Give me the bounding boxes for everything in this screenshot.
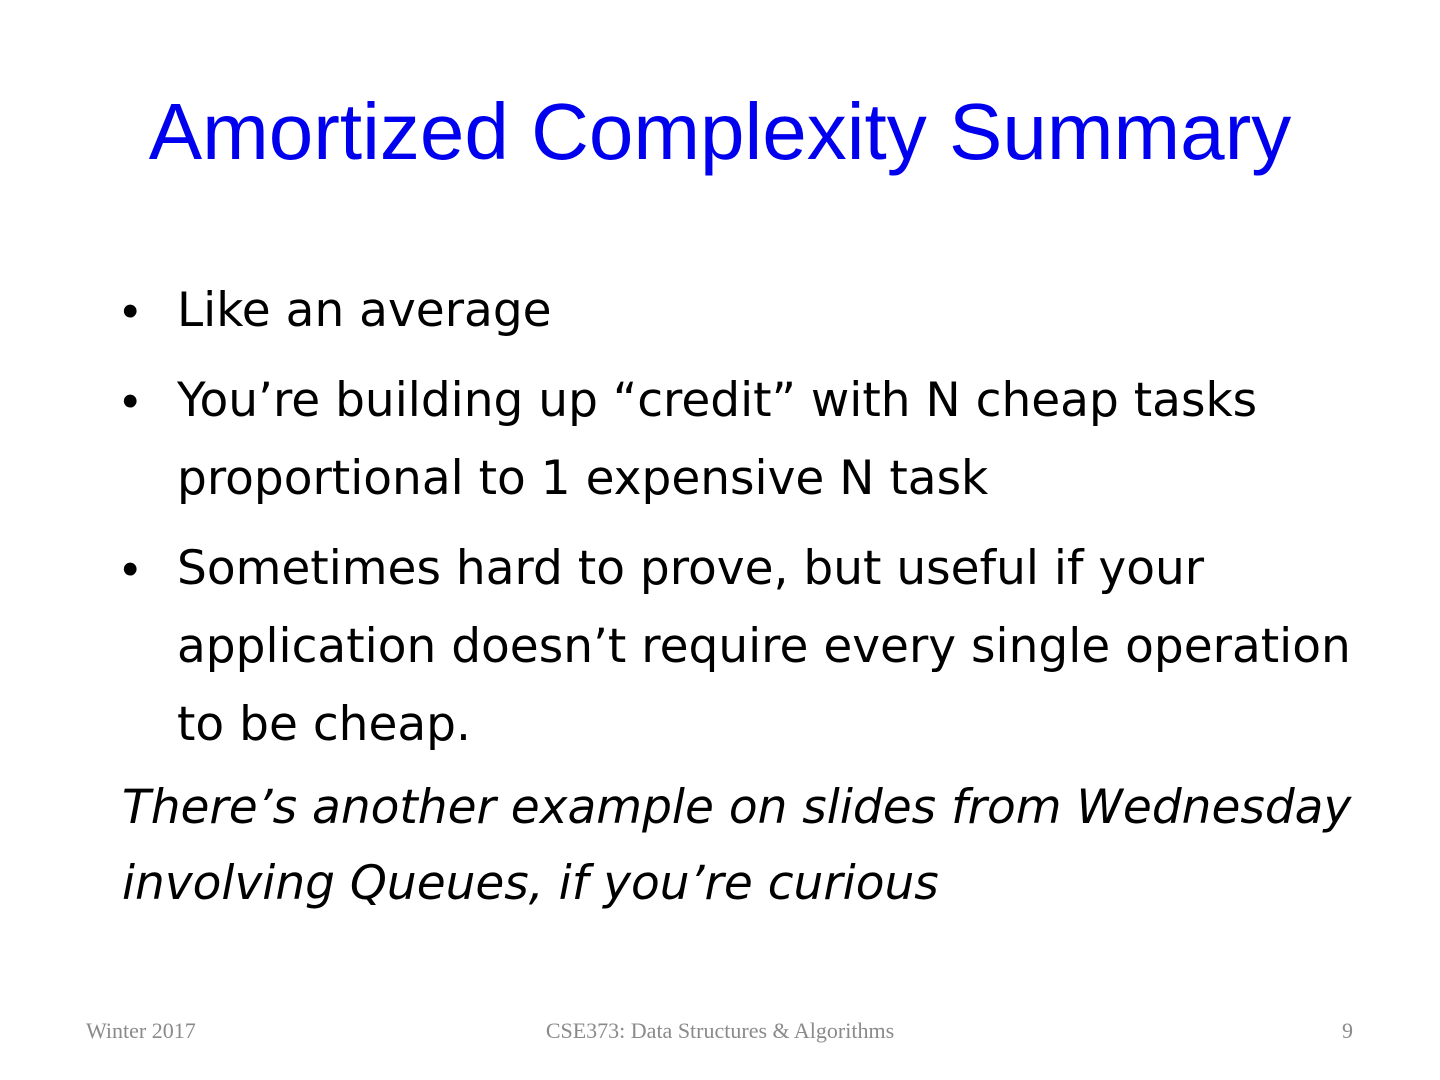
bullet-text: Like an average [177, 283, 552, 338]
bullet-item [122, 272, 1382, 350]
bullet-text: You’re building up “credit” with N cheap tasks proportional to 1 expensive N task [177, 373, 1258, 506]
bullet-text: Sometimes hard to prove, but useful if your application doesn’t require every single operation to be cheap. [177, 541, 1351, 752]
bullet-icon: • [122, 542, 139, 595]
footer-page-number: 9 [1342, 1018, 1353, 1043]
italic-note: There’s another example on slides from Wednesday involving Queues, if you’re curious [122, 780, 1352, 911]
footer-term: Winter 2017 [86, 1018, 196, 1043]
bullet-list [122, 272, 1382, 776]
bullet-icon: • [122, 374, 139, 427]
bullet-icon: • [122, 284, 139, 337]
slide-title: Amortized Complexity Summary [148, 87, 1292, 176]
bullet-item [122, 362, 1382, 518]
bullet-item [122, 530, 1382, 764]
footer-course-title: CSE373: Data Structures & Algorithms [545, 1018, 895, 1043]
